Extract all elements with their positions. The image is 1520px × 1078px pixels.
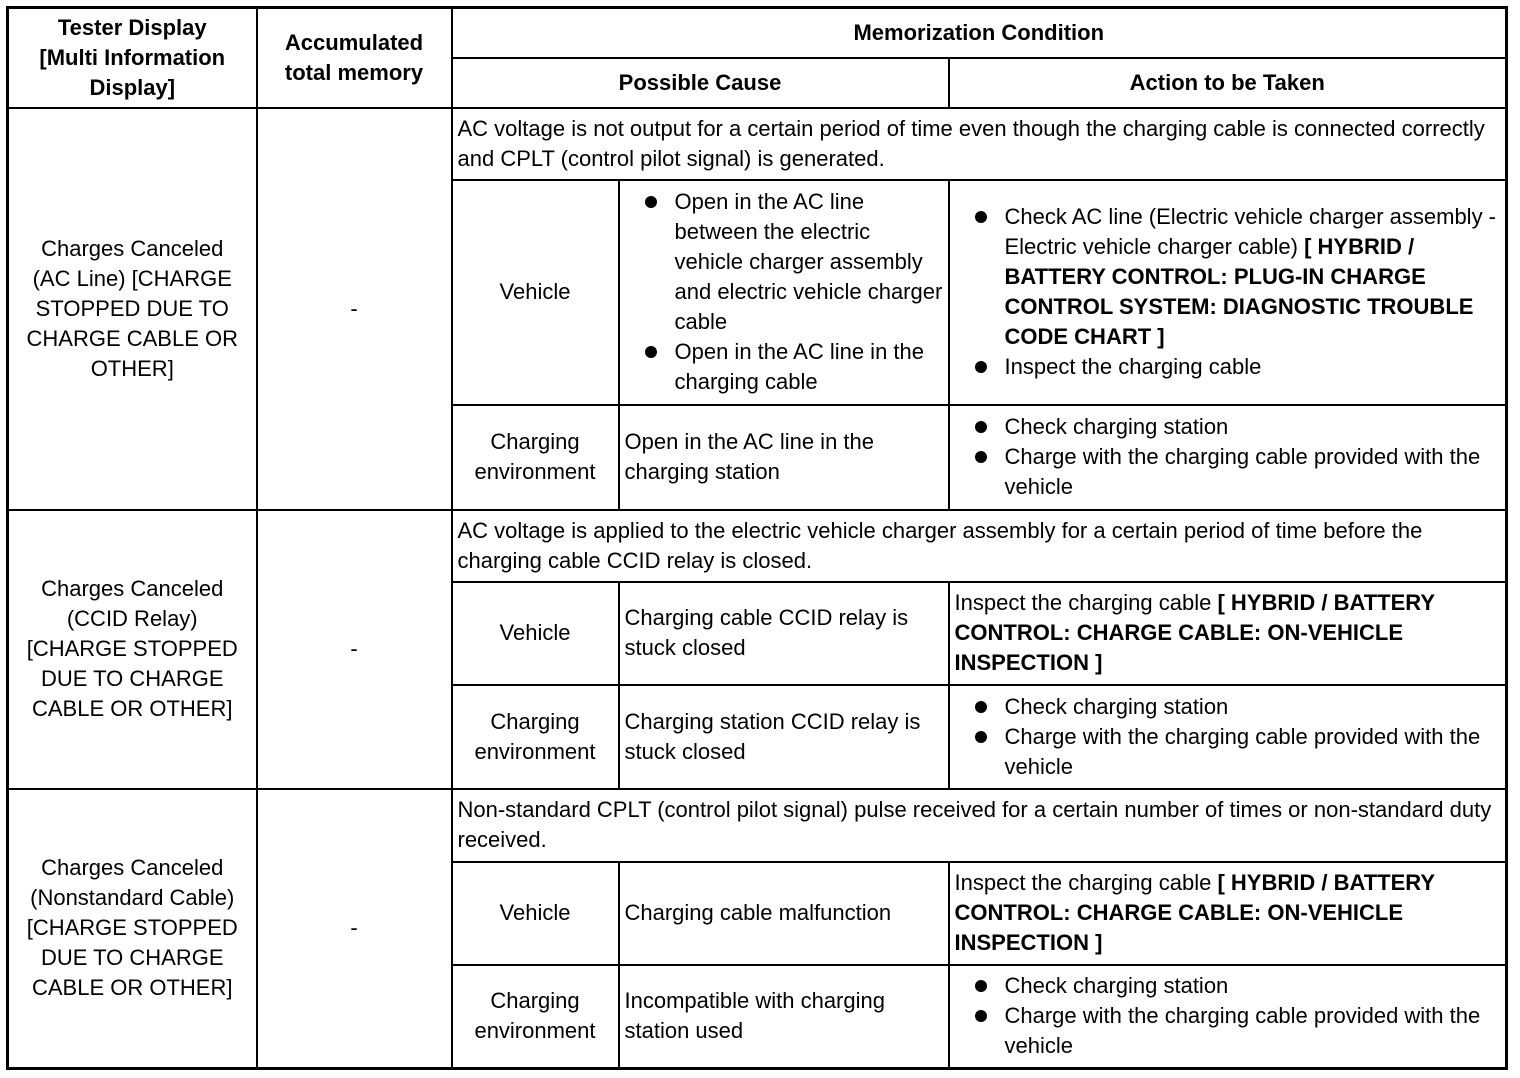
header-memorization-condition: Memorization Condition	[452, 8, 1507, 58]
category-cell: Charging environment	[452, 965, 619, 1069]
category-cell: Charging environment	[452, 405, 619, 510]
tester-display-cell: Charges Canceled (Nonstandard Cable) [CHARGE STOPPED DUE TO CHARGE CABLE OR OTHER]	[8, 789, 257, 1069]
action-item: Charge with the charging cable provided with the vehicle	[1005, 442, 1501, 502]
action-item: Check charging station	[1005, 412, 1501, 442]
action-cell	[949, 405, 1507, 510]
cause-cell: Incompatible with charging station used	[619, 965, 949, 1069]
cause-cell	[619, 180, 949, 405]
action-item: Charge with the charging cable provided with the vehicle	[1005, 722, 1501, 782]
action-cell	[949, 180, 1507, 405]
table-row	[8, 789, 1507, 862]
action-text: Check AC line (Electric vehicle charger assembly - Electric vehicle charger cable)	[1004, 204, 1497, 259]
memory-cell: -	[257, 108, 452, 510]
category-cell: Vehicle	[452, 180, 619, 405]
cause-item: Open in the AC line in the charging cable	[675, 337, 943, 397]
cause-cell: Charging cable CCID relay is stuck closed	[619, 582, 949, 685]
condition-cell: AC voltage is not output for a certain period of time even though the charging cable is connected correctly and CPLT (control pilot signal) is generated.	[452, 108, 1507, 180]
cause-cell: Charging station CCID relay is stuck closed	[619, 685, 949, 789]
header-tester-display: Tester Display [Multi Information Display]	[8, 8, 257, 108]
condition-cell: Non-standard CPLT (control pilot signal) pulse received for a certain number of times or non-standard duty received.	[452, 789, 1507, 862]
reference-link[interactable]: [ HYBRID / BATTERY CONTROL: CHARGE CABLE: ON-VEHICLE INSPECTION ]	[954, 590, 1435, 675]
action-item	[1005, 202, 1501, 352]
category-cell: Charging environment	[452, 685, 619, 789]
memorization-condition-table	[6, 6, 1508, 1070]
action-cell	[949, 582, 1507, 685]
reference-link[interactable]: [ HYBRID / BATTERY CONTROL: CHARGE CABLE: ON-VEHICLE INSPECTION ]	[954, 870, 1435, 955]
header-action: Action to be Taken	[949, 58, 1507, 108]
category-cell: Vehicle	[452, 582, 619, 685]
tester-display-cell: Charges Canceled (AC Line) [CHARGE STOPPED DUE TO CHARGE CABLE OR OTHER]	[8, 108, 257, 510]
condition-cell: AC voltage is applied to the electric vehicle charger assembly for a certain period of time before the charging cable CCID relay is closed.	[452, 510, 1507, 582]
tester-display-cell: Charges Canceled (CCID Relay) [CHARGE STOPPED DUE TO CHARGE CABLE OR OTHER]	[8, 510, 257, 789]
action-item: Check charging station	[1005, 692, 1501, 722]
memory-cell: -	[257, 789, 452, 1069]
action-cell	[949, 685, 1507, 789]
action-cell	[949, 965, 1507, 1069]
action-item: Charge with the charging cable provided with the vehicle	[1005, 1001, 1501, 1061]
action-cell	[949, 862, 1507, 965]
action-text: Inspect the charging cable	[954, 590, 1218, 615]
cause-item: Open in the AC line between the electric vehicle charger assembly and electric vehicle charger cable	[675, 187, 943, 337]
header-accumulated-memory: Accumulated total memory	[257, 8, 452, 108]
cause-cell: Charging cable malfunction	[619, 862, 949, 965]
cause-cell: Open in the AC line in the charging station	[619, 405, 949, 510]
action-item: Inspect the charging cable	[1005, 352, 1501, 382]
table-row	[8, 108, 1507, 180]
memory-cell: -	[257, 510, 452, 789]
action-item: Check charging station	[1005, 971, 1501, 1001]
header-possible-cause: Possible Cause	[452, 58, 949, 108]
action-text: Inspect the charging cable	[954, 870, 1218, 895]
category-cell: Vehicle	[452, 862, 619, 965]
table-row	[8, 510, 1507, 582]
reference-link[interactable]: [ HYBRID / BATTERY CONTROL: PLUG-IN CHARGE CONTROL SYSTEM: DIAGNOSTIC TROUBLE CODE CHART ]	[1004, 234, 1474, 349]
